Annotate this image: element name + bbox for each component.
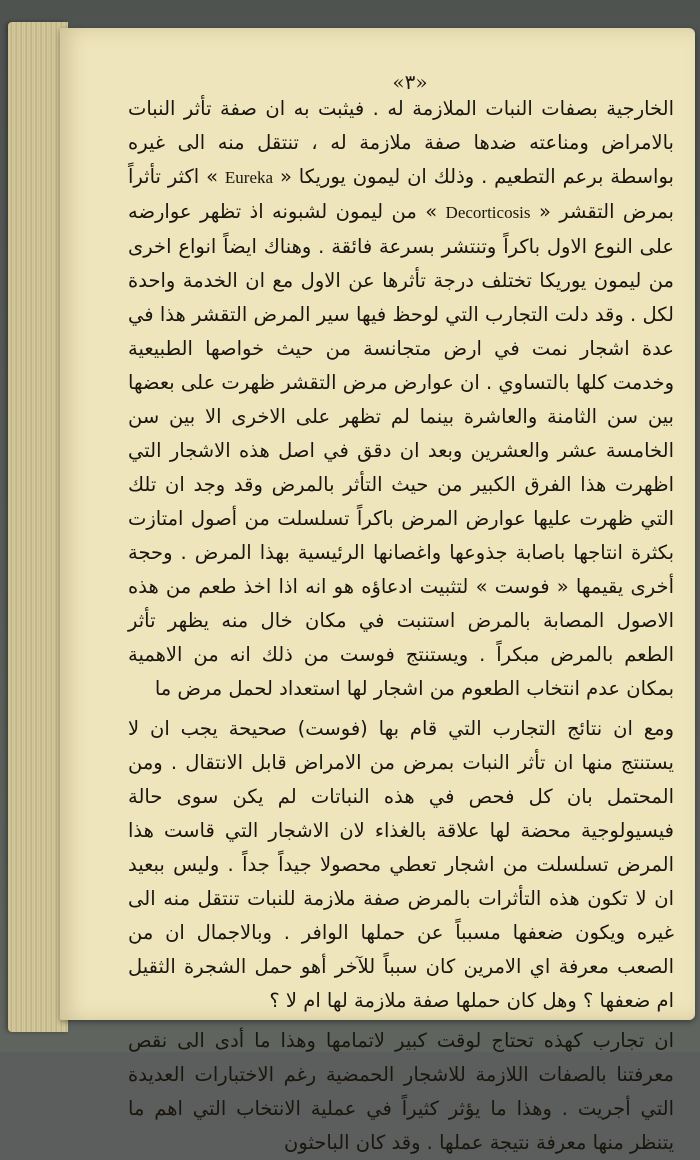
paragraph-1-text-c: » من ليمون لشبونه اذ تظهر عوارضه على النوع الاول باكراً وتنتشر بسرعة فائقة . وهناك ايضاً انواع اخرى من ليمون يوريكا تختلف درجة تأثرها عن الاول مع ان الخدمة واحدة لكل . وقد دلت التجارب التي لوحظ فيها سير المرض التقشر هذا في عدة اشجار نمت في ارض متجانسة من حيث خواصها الطبيعية وخدمت كلها بالتساوي . ان عوارض مرض التقشر ظهرت على بعضها بين سن الثامنة والعاشرة بينما لم تظهر على الاخرى الا بين سن الخامسة عشر والعشرين وبعد ان دقق في اصل هذه الاشجار التي اظهرت هذا الفرق الكبير من حيث التأثر بالمرض وقد وجد ان تلك التي ظهرت عليها عوارض المرض باكراً تسلسلت من أصول امتازت بكثرة انتاجها باصابة جذوعها واغصانها الرئيسية بهذا المرض . وحجة أخرى يقيمها « فوست » لتثبيت ادعاؤه هو انه اذا اخذ طعم من هذه الاصول المصابة بالمرض استنبت في مكان خال منه يظهر تأثر الطعم بالمرض مبكراً . ويستنتج فوست من ذلك انه من الاهمية بمكان عدم انتخاب الطعوم من اشجار لها استعداد لحمل مرض ما <box>128 200 674 700</box>
paragraph-1-text-a: الخارجية بصفات النبات الملازمة له . فيثبت به ان صفة تأثر النبات بالامراض ومناعته ضدها صفة ملازمة له ، تنتقل منه الى غيره بواسطة برعم التطعيم . وذلك ان ليمون يوريكا « <box>128 97 674 188</box>
paragraph-2-text: ومع ان نتائج التجارب التي قام بها (فوست) صحيحة يجب ان لا يستنتج منها ان تأثر النبات بمرض من الامراض قابل الانتقال . ومن المحتمل بان كل فحص في هذه النباتات لم يكن سوى حالة فيسيولوجية محضة لها علاقة بالغذاء لان الاشجار التي قاست هذا المرض تسلسلت من اشجار تعطي محصولا جيداً جداً . وليس ببعيد ان لا تكون هذه التأثرات بالمرض صفة ملازمة للنبات تنتقل منه الى غيره ويكون ضعفها مسبباً عن حملها الوافر . وبالاجمال ان من الصعب معرفة اي الامرين كان سبباً للآخر أهو حمل الشجرة الثقيل ام ضعفها ؟ وهل كان حملها صفة ملازمة لها ام لا ؟ <box>128 717 674 1012</box>
paragraph-1 <box>128 92 674 706</box>
page-body <box>128 92 674 1160</box>
latin-term-eureka: Eureka <box>224 168 274 187</box>
page-number: «٣» <box>392 70 428 94</box>
book-spine-edge <box>8 22 68 1032</box>
paragraph-1-text-b: » اكثر تأثراً بمرض التقشر « <box>128 165 674 223</box>
paragraph-3-text: ان تجارب كهذه تحتاج لوقت كبير لاتمامها وهذا ما أدى الى نقص معرفتنا بالصفات اللازمة للاشجار الحمضية رغم الاختبارات العديدة التي أجريت . وهذا ما يؤثر كثيراً في عملية الانتخاب التي اهم ما يتنظر منها معرفة نتيجة عملها . وقد كان الباحثون <box>128 1029 674 1154</box>
latin-term-decorticosis: Decorticosis <box>445 203 531 222</box>
paragraph-3 <box>128 1024 674 1160</box>
paragraph-2 <box>128 712 674 1018</box>
